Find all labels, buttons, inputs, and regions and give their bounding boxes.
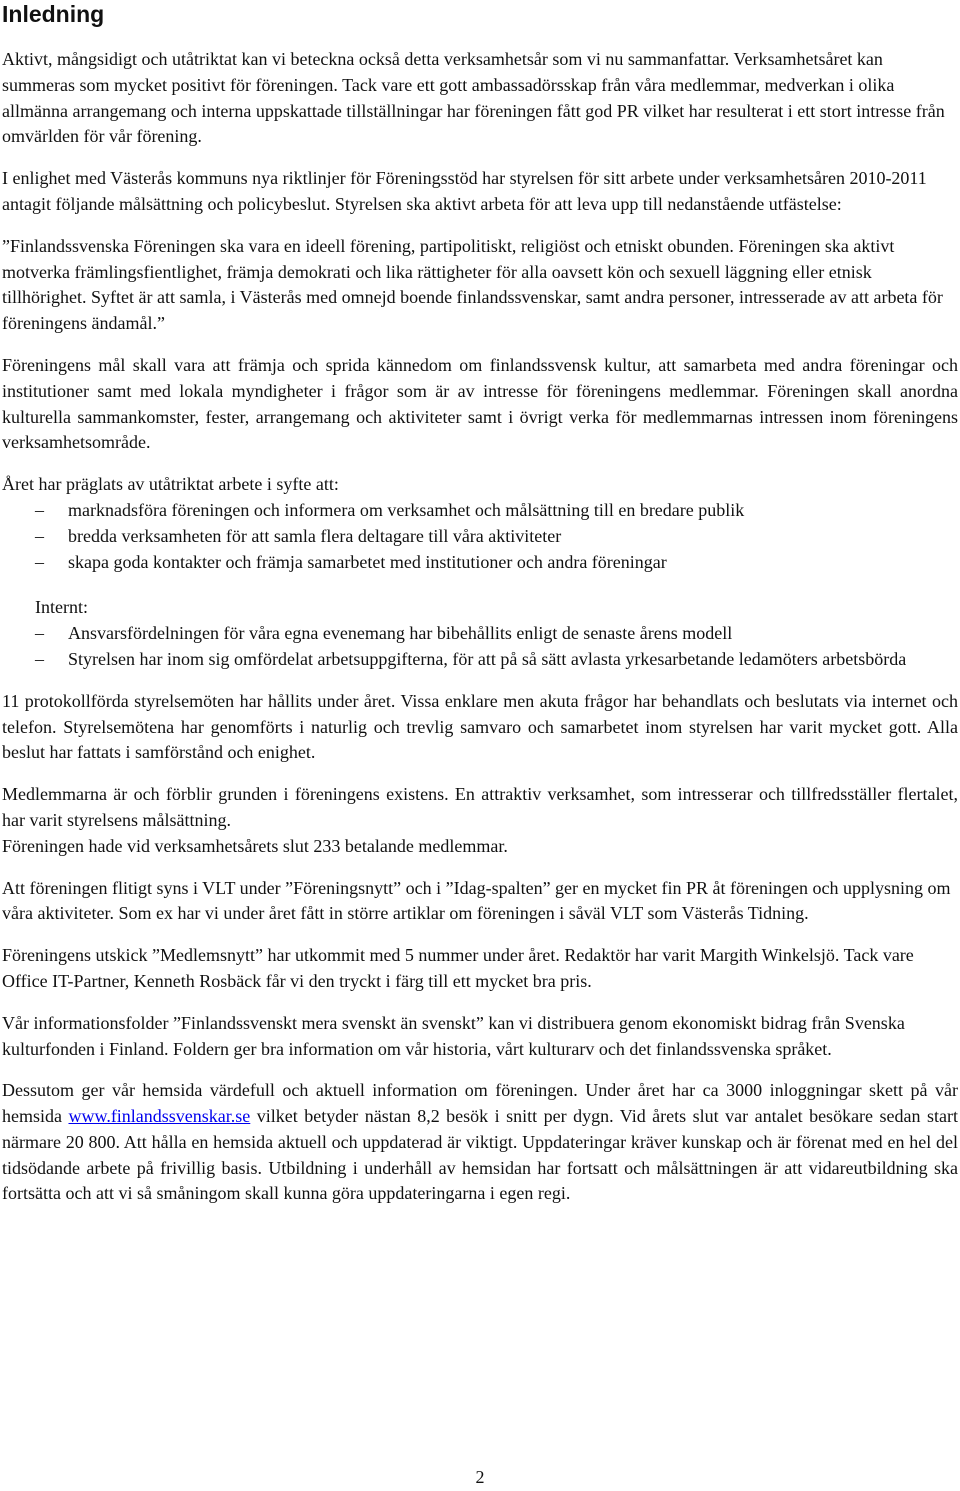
- paragraph-year-intro: Året har präglats av utåtriktat arbete i syfte att:: [2, 474, 339, 495]
- outreach-list: [2, 498, 958, 575]
- list-item-text: Ansvarsfördelningen för våra egna evenemang har bibehållits enligt de senaste årens modell: [68, 623, 733, 644]
- paragraph-guidelines: I enlighet med Västerås kommuns nya riktlinjer för Föreningsstöd har styrelsen för sitt arbete under verksamhetsåren 2010-2011 antagit följande målsättning och policybeslut. Styrelsen ska aktivt arbeta för att leva upp till nedanstående utfästelse:: [2, 168, 927, 214]
- paragraph-press: Att föreningen flitigt syns i VLT under ”Föreningsnytt” och i ”Idag-spalten” ger en mycket fin PR åt föreningen och upplysning om våra aktiviteter. Som ex har vi under året fått in större artiklar om föreningen i såväl VLT som Västerås Tidning.: [2, 877, 951, 924]
- paragraph-board-meetings: 11 protokollförda styrelsemöten har hållits under året. Vissa enklare men akuta frågor har behandlats och beslutats via internet och telefon. Styrelsemötena har genomförts i naturlig och trevlig samvaro och samarbetet inom styrelsen har varit mycket gott. Alla beslut har fattats i samförstånd och enighet.: [2, 690, 958, 763]
- paragraph-intro: Aktivt, mångsidigt och utåtriktat kan vi beteckna också detta verksamhetsår som vi nu sammanfattar. Verksamhetsåret kan summeras som mycket positivt för föreningen. Tack vare ett gott ambassadörsskap från våra medlemmar, medverkan i olika allmänna arrangemang och interna uppskattade tillställningar har föreningen fått god PR vilket har resulterat i ett stort intresse från omvärlden för vår förening.: [2, 49, 945, 147]
- internal-list: [2, 621, 958, 673]
- dash-bullet: –: [35, 525, 44, 546]
- dash-bullet: –: [35, 499, 44, 520]
- website-text-before: Dessutom ger vår hemsida värdefull och aktuell information om föreningen. Under året har ca 3000 inloggningar skett på vår hemsida: [2, 1080, 958, 1127]
- dash-bullet: –: [35, 551, 44, 572]
- list-item-text: marknadsföra föreningen och informera om verksamhet och målsättning till en bredare publik: [68, 499, 745, 520]
- internal-label: Internt:: [35, 597, 88, 618]
- paragraph-newsletter: Föreningens utskick ”Medlemsnytt” har utkommit med 5 nummer under året. Redaktör har varit Margith Winkelsjö. Tack vare Office IT-Partner, Kenneth Rosbäck får vi den tryckt i färg till ett mycket bra pris.: [2, 945, 914, 991]
- list-item-text: Styrelsen har inom sig omfördelat arbetsuppgifterna, för att på så sätt avlasta yrkesarbetande ledamöters arbetsbörda: [68, 648, 907, 669]
- dash-bullet: –: [35, 623, 44, 644]
- paragraph-website: [2, 1078, 958, 1207]
- dash-bullet: –: [35, 648, 44, 669]
- list-item: [2, 550, 958, 576]
- paragraph-folder: Vår informationsfolder ”Finlandssvenskt mera svenskt än svenskt” kan vi distribuera genom ekonomiskt bidrag från Svenska kulturfonden i Finland. Foldern ger bra information om vår historia, vårt kulturarv och det finlandssvenska språket.: [2, 1012, 905, 1059]
- paragraph-member-count: Föreningen hade vid verksamhetsårets slut 233 betalande medlemmar.: [2, 835, 508, 856]
- website-text-after: vilket betyder nästan 8,2 besök i snitt per dygn. Vid årets slut var antalet besökare sedan start närmare 20 800. Att hålla en hemsida aktuell och uppdaterad är viktigt. Uppdateringar kräver kunskap och är förenat med en hel del tidsödande arbete på frivillig basis. Utbildning i underhåll av hemsidan har fortsatt och målsättningen är att vidareutbildning ska fortsätta och att vi så småningom skall kunna göra uppdateringarna i egen regi.: [2, 1106, 958, 1204]
- list-item: [2, 498, 958, 524]
- paragraph-goals: Föreningens mål skall vara att främja och sprida kännedom om finlandssvensk kultur, att samarbeta med andra föreningar och institutioner samt med lokala myndigheter i frågor som är av intresse för föreningens medlemmar. Föreningen skall anordna kulturella sammankomster, fester, arrangemang och aktiviteter samt i övrigt verka för medlemmarnas intressen inom föreningens verksamhetsområde.: [2, 354, 958, 453]
- list-item: [2, 647, 958, 673]
- page-number: 2: [475, 1467, 485, 1487]
- section-heading: Inledning: [2, 1, 105, 27]
- list-item-text: skapa goda kontakter och främja samarbetet med institutioner och andra föreningar: [68, 551, 667, 572]
- list-item: [2, 621, 958, 647]
- paragraph-members: Medlemmarna är och förblir grunden i föreningens existens. En attraktiv verksamhet, som intresserar och tillfredsställer flertalet, har varit styrelsens målsättning.: [2, 784, 958, 830]
- paragraph-statutes-quote: ”Finlandssvenska Föreningen ska vara en ideell förening, partipolitiskt, religiöst och etniskt obunden. Föreningen ska aktivt motverka främlingsfientlighet, främja demokrati och lika rättigheter för alla oavsett kön och sexuell läggning eller etnisk tillhörighet. Syftet är att samla, i Västerås med omnejd boende finlandssvenskar, samt andra personer, intresserade av att arbeta för föreningens ändamål.”: [2, 235, 943, 334]
- website-link[interactable]: www.finlandssvenskar.se: [68, 1106, 251, 1127]
- list-item-text: bredda verksamheten för att samla flera deltagare till våra aktiviteter: [68, 525, 562, 546]
- list-item: [2, 524, 958, 550]
